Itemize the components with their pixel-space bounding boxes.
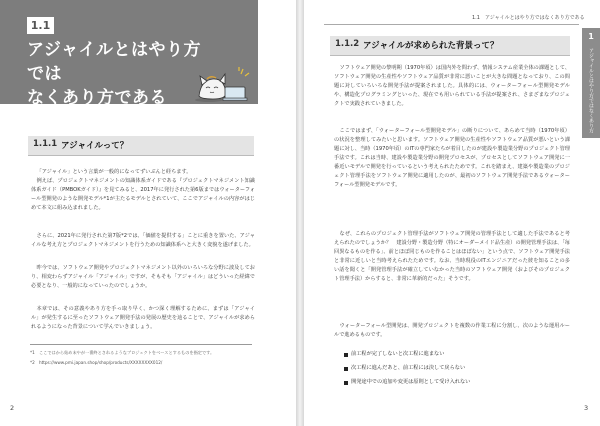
bullet-square-icon [344, 381, 348, 385]
paragraph: 「アジャイル」という言葉が一般的になってずいぶんと経ちます。 [36, 169, 192, 175]
subsection-title: アジャイルって？ [61, 141, 129, 151]
book-gutter [296, 0, 304, 426]
paragraph: ここではまず、「ウォーターフォール型開発モデル」の断りについて、あらめて当時（1970年頃）の状況を整理してみたいと思います。ソフトウェア開発の生産性やソフトウェア品質が悪いという課題に対し、当時（1970年頃）のITの専門家たちが着目したのが建設や製造業分野のプロジェクト管理手法です。これは当時、建設や製造業分野の開発プロセスが、プロセスとしてソフトウェア開発に一番近いモデルで開発を行っているという考えられたためです。これを踏まえ、建築や製造業のプロジェクト管理手法をソフトウェア開発に適用したのが、最初のソフトウェア開発手法であるウォーターフォール型開発モデルです。 [334, 128, 570, 188]
rules-list [344, 350, 564, 392]
page-number-right: 3 [584, 404, 589, 412]
footnote: *2 https://www.pmi.japan.shop/shop/products/XXXXXXXX012/ [30, 360, 163, 365]
list-item [344, 350, 564, 359]
running-head-rule [324, 24, 579, 25]
cat-mascot-illustration [193, 66, 251, 102]
chapter-title-line1: アジャイルとはやり方では [27, 40, 201, 84]
bullet-square-icon [344, 353, 348, 357]
list-item [344, 378, 564, 387]
page-number-left: 2 [10, 404, 15, 412]
chapter-side-tab [576, 28, 600, 138]
list-item-text: 次工程に進んだあと、前工程には決して戻らない [351, 365, 466, 371]
paragraph: 例えば、プロジェクトマネジメントの知識体系ガイドである『プロジェクトマネジメント知識体系ガイド（PMBOKガイド）』を見てみると、2017年に発行された第6版まではウォーターフォール型開発のような開発モデル*1が主たるモデルとされていて、ここでアジャイルの内容がはじめて本文に組み込まれました。 [31, 178, 255, 211]
bullet-square-icon [344, 367, 348, 371]
chapter-title [27, 38, 217, 110]
chapter-title-block [0, 0, 258, 108]
running-head: 1.1 アジャイルとはやり方ではなくあり方である [472, 15, 585, 21]
subsection-heading-1-1-2 [330, 36, 570, 56]
list-item-text: 開発途中での追加や変更は原則として受け入れない [351, 379, 471, 385]
section-number-badge: 1.1 [27, 17, 54, 34]
right-page [304, 0, 600, 426]
subsection-number: 1.1.2 [335, 39, 360, 49]
subsection-title: アジャイルが求められた背景って？ [363, 41, 499, 51]
paragraph: なぜ、これらのプロジェクト管理手法がソフトウェア開発の管理手法として適した手法であると考えられたのでしょうか？ 建設分野・製造分野（特にオーダーメイド品生産）の開発管理手法は、「毎回異なるものを作る」、前とほぼ同じものを作ることはほぼない」という点で、ソフトウェア開発手法と非常に近しいと当時考えられたためです。なお、当時現役のITエンジニアだった彼を知ることの多い話を聞くと「開発管理手法が確立していなかった当時のソフトウェア開発（およびそのプロジェクト管理手法）からすると、非常に革新的だった」そうです。 [334, 231, 570, 282]
paragraph: 本章では、その意義やあり方を手っ取り早く、かつ深く理解するために、まずは「アジャイル」が発生するに至ったソフトウェア開発手法の発展の歴史を辿ることで、アジャイルが求められるようになった背景について学んでいきましょう。 [31, 306, 255, 330]
subsection-number: 1.1.1 [33, 139, 58, 149]
footnote: *1 ここではから始め末やが一番終とされるようなプロジェクトをベースとするものを指定です。 [30, 350, 215, 355]
list-item [344, 364, 564, 373]
side-tab-text: アジャイルとはやり方ではなくあり方である [576, 48, 594, 133]
paragraph: ウォーターフォール型開発は、開発プロジェクトを複数の作業工程に分割し、次のような運用ルールで進めるものです。 [334, 323, 570, 338]
chapter-title-line2: なくあり方である [27, 88, 167, 108]
left-page [0, 0, 296, 426]
subsection-heading-1-1-1 [28, 136, 254, 156]
paragraph: ソフトウェア開発の黎明期（1970年頃）は国内外を問わず、情報システム産業全体の課題として、ソフトウェア開発の生産性やソフトウェア品質が非常に悪いことが大きな問題となっており、この問題に対していろいろな開発手法が提案されました。具体的には、ウォーターフォール型開発モデルや、構造化プログラミングといった、現在でも用いられている手法が提案され、さまざまなプロジェクトで実践されていきました。 [334, 65, 570, 107]
paragraph: 昨今では、ソフトウェア開発やプロジェクトマネジメント以外のいろいろな分野に波及しており、相変わらずアジャイル「アジャイル」ですが、そもそも「アジャイル」はどういった経緯で必要となり、一般的になっていったのでしょうか。 [31, 265, 255, 289]
paragraph: さらに、2021年に発行された第7版*2では、「価値を提供する」ことに重きを置いた、アジャイルな考え方とプロジェクトマネジメントを行うための知識体系へと大きく変貌を遂げました。 [31, 233, 255, 248]
side-tab-number: 1 [588, 32, 594, 41]
list-item-text: 前工程が完了しないと次工程に進まない [351, 351, 445, 357]
footnote-divider [30, 344, 252, 345]
